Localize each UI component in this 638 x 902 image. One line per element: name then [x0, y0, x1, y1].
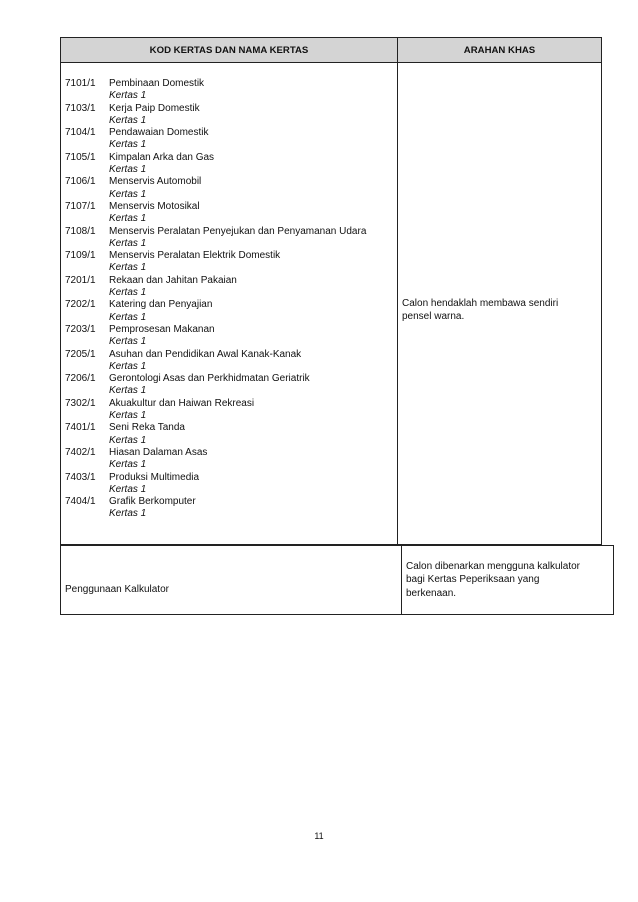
paper-number: Kertas 1 [109, 90, 147, 102]
paper-number: Kertas 1 [109, 483, 147, 495]
list-item [65, 103, 397, 128]
paper-name-block [109, 496, 397, 521]
paper-name: Pendawaian Domestik [109, 127, 209, 139]
list-item [65, 275, 397, 300]
paper-name: Pembinaan Domestik [109, 78, 205, 89]
list-item [65, 250, 397, 275]
list-item [65, 472, 397, 497]
list-item [65, 422, 397, 447]
paper-number: Kertas 1 [109, 508, 147, 520]
paper-code: 7104/1 [65, 127, 96, 139]
paper-name-block [109, 422, 397, 447]
list-item [65, 201, 397, 226]
paper-name: Asuhan dan Pendidikan Awal Kanak-Kanak [109, 348, 302, 360]
paper-name-block [109, 398, 397, 423]
list-item [65, 226, 397, 251]
list-item [65, 349, 397, 374]
paper-code: 7404/1 [65, 496, 96, 508]
paper-code: 7203/1 [65, 323, 96, 335]
list-item [65, 176, 397, 201]
paper-number: Kertas 1 [109, 262, 147, 274]
paper-name-block [109, 349, 397, 374]
paper-name: Menservis Peralatan Penyejukan dan Penyamanan Udara [109, 225, 367, 237]
paper-code: 7103/1 [65, 102, 96, 114]
paper-name: Pemprosesan Makanan [109, 323, 215, 335]
header-paper-code-name: KOD KERTAS DAN NAMA KERTAS [61, 38, 398, 63]
list-item [65, 447, 397, 472]
paper-code: 7107/1 [65, 200, 96, 212]
paper-name: Katering dan Penyajian [109, 299, 213, 311]
paper-number: Kertas 1 [109, 188, 147, 200]
paper-name: Menservis Peralatan Elektrik Domestik [109, 250, 281, 262]
paper-code: 7108/1 [65, 225, 96, 237]
paper-name: Rekaan dan Jahitan Pakaian [109, 274, 237, 286]
paper-code: 7206/1 [65, 373, 96, 385]
paper-name: Grafik Berkomputer [109, 496, 196, 508]
paper-number: Kertas 1 [109, 213, 147, 225]
header-special-instructions: ARAHAN KHAS [398, 38, 602, 63]
paper-name-block [109, 201, 397, 226]
paper-code: 7205/1 [65, 348, 96, 360]
paper-name: Gerontologi Asas dan Perkhidmatan Geriatrik [109, 373, 310, 385]
paper-name-block [109, 226, 397, 251]
paper-number: Kertas 1 [109, 139, 147, 151]
paper-code: 7106/1 [65, 176, 96, 188]
page-number: 11 [314, 831, 324, 841]
list-item [65, 324, 397, 349]
paper-name-block [109, 373, 397, 398]
table-body-row [61, 63, 602, 545]
paper-name-block [109, 250, 397, 275]
paper-name-block [109, 103, 397, 128]
paper-code: 7202/1 [65, 299, 96, 311]
paper-name: Menservis Automobil [109, 176, 202, 188]
paper-number: Kertas 1 [109, 237, 147, 249]
list-item [65, 398, 397, 423]
paper-number: Kertas 1 [109, 459, 147, 471]
paper-number: Kertas 1 [109, 385, 147, 397]
paper-name: Menservis Motosikal [109, 200, 200, 212]
paper-name-block [109, 152, 397, 177]
paper-number: Kertas 1 [109, 114, 147, 126]
paper-code: 7109/1 [65, 250, 96, 262]
paper-name-block [109, 127, 397, 152]
list-item [65, 299, 397, 324]
paper-instructions-table [60, 37, 602, 545]
table-header-row [61, 38, 602, 63]
paper-code: 7302/1 [65, 397, 96, 409]
paper-name: Seni Reka Tanda [109, 422, 185, 434]
paper-name: Hiasan Dalaman Asas [109, 446, 208, 458]
calculator-instruction: Calon dibenarkan mengguna kalkulator bagi Kertas Peperiksaan yang berkenaan. [402, 546, 614, 615]
list-item [65, 373, 397, 398]
special-instruction-cell [398, 63, 602, 545]
paper-name: Akuakultur dan Haiwan Rekreasi [109, 397, 255, 409]
paper-name-block [109, 78, 397, 103]
calculator-usage-table [60, 545, 614, 615]
list-item [65, 127, 397, 152]
paper-name: Kerja Paip Domestik [109, 102, 200, 114]
paper-number: Kertas 1 [109, 164, 147, 176]
paper-number: Kertas 1 [109, 336, 147, 348]
paper-name-block [109, 447, 397, 472]
paper-name-block [109, 299, 397, 324]
paper-name-block [109, 275, 397, 300]
list-item [65, 78, 397, 103]
paper-name-block [109, 472, 397, 497]
paper-code: 7201/1 [65, 274, 96, 286]
paper-number: Kertas 1 [109, 360, 147, 372]
list-item [65, 152, 397, 177]
calculator-label: Penggunaan Kalkulator [61, 546, 402, 615]
paper-name: Produksi Multimedia [109, 471, 200, 483]
paper-number: Kertas 1 [109, 311, 147, 323]
paper-name: Kimpalan Arka dan Gas [109, 151, 215, 163]
paper-number: Kertas 1 [109, 434, 147, 446]
paper-number: Kertas 1 [109, 410, 147, 422]
paper-name-block [109, 324, 397, 349]
calculator-row [61, 546, 614, 615]
paper-list-cell [61, 63, 398, 545]
list-item [65, 496, 397, 521]
paper-number: Kertas 1 [109, 287, 147, 299]
paper-code: 7402/1 [65, 446, 96, 458]
paper-code: 7403/1 [65, 471, 96, 483]
paper-code: 7101/1 [65, 78, 96, 89]
paper-name-block [109, 176, 397, 201]
paper-code: 7401/1 [65, 422, 96, 434]
special-instruction-text: Calon hendaklah membawa sendiri pensel warna. [402, 297, 559, 322]
paper-list [65, 78, 397, 521]
paper-code: 7105/1 [65, 151, 96, 163]
